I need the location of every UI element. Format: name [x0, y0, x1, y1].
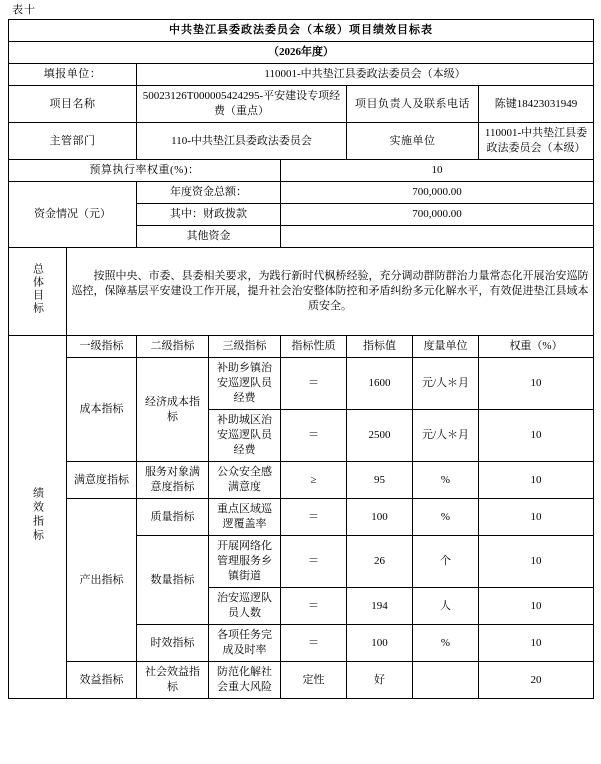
overall-goal-text: 按照中央、市委、县委相关要求，为践行新时代枫桥经验，充分调动群防群治力量常态化开展治安巡防巡控，保障基层平安建设工作开展，提升社会治安整体防控和矛盾纠纷多元化解水平，有效促进垫江县域本质安全。	[67, 248, 594, 336]
page-subtitle: （2026年度）	[9, 42, 594, 64]
funds-total-value: 700,000.00	[281, 182, 594, 204]
table-row	[9, 499, 594, 536]
project-name-value: 50023126T000005424295-平安建设专项经费（重点）	[137, 86, 347, 123]
indicator-nature: ＝	[281, 410, 347, 462]
column-header-level1: 一级指标	[67, 336, 137, 358]
indicator-level2: 服务对象满意度指标	[137, 462, 209, 499]
column-header-weight: 权重（%）	[479, 336, 594, 358]
project-name-row	[9, 86, 594, 123]
indicator-unit	[413, 662, 479, 699]
indicator-level2: 社会效益指标	[137, 662, 209, 699]
column-header-nature: 指标性质	[281, 336, 347, 358]
indicator-header-row	[9, 336, 594, 358]
budget-weight-label: 预算执行率权重(%)：	[9, 160, 281, 182]
indicator-level3: 补助城区治安巡逻队员经费	[209, 410, 281, 462]
indicator-level3: 重点区域巡逻覆盖率	[209, 499, 281, 536]
subtitle-row	[9, 42, 594, 64]
indicator-value: 2500	[347, 410, 413, 462]
indicator-value: 100	[347, 499, 413, 536]
funds-other-value	[281, 226, 594, 248]
funds-section-label-text: 资金情况（元）	[34, 208, 111, 220]
indicator-weight: 20	[479, 662, 594, 699]
indicator-unit: %	[413, 499, 479, 536]
indicator-nature: 定性	[281, 662, 347, 699]
project-owner-value: 陈键18423031949	[479, 86, 594, 123]
implementation-unit-value: 110001-中共垫江县委政法委员会（本级）	[479, 123, 594, 160]
department-row	[9, 123, 594, 160]
funds-section-label	[9, 182, 137, 248]
funds-total-label: 年度资金总额：	[137, 182, 281, 204]
fill-unit-label: 填报单位：	[9, 64, 137, 86]
table-row	[9, 462, 594, 499]
table-row	[9, 662, 594, 699]
indicator-weight: 10	[479, 625, 594, 662]
indicator-weight: 10	[479, 358, 594, 410]
indicator-level1: 成本指标	[67, 358, 137, 462]
indicator-unit: %	[413, 462, 479, 499]
column-header-level3: 三级指标	[209, 336, 281, 358]
column-header-level2: 二级指标	[137, 336, 209, 358]
indicator-level2: 经济成本指标	[137, 358, 209, 462]
funds-appropriation-label: 其中：财政拨款	[137, 204, 281, 226]
indicator-level3: 治安巡逻队员人数	[209, 588, 281, 625]
indicator-value: 26	[347, 536, 413, 588]
indicator-level3: 补助乡镇治安巡逻队员经费	[209, 358, 281, 410]
indicator-level2: 质量指标	[137, 499, 209, 536]
column-header-unit: 度量单位	[413, 336, 479, 358]
performance-indicator-label-text: 绩效指标	[31, 486, 44, 543]
indicator-unit: 个	[413, 536, 479, 588]
overall-goal-label	[9, 248, 67, 336]
indicator-nature: ≥	[281, 462, 347, 499]
indicator-nature: ＝	[281, 588, 347, 625]
department-value: 110-中共垫江县委政法委员会	[137, 123, 347, 160]
indicator-level1: 产出指标	[67, 499, 137, 662]
indicator-weight: 10	[479, 462, 594, 499]
page-title: 中共垫江县委政法委员会（本级）项目绩效目标表	[9, 20, 594, 42]
indicator-level3: 公众安全感满意度	[209, 462, 281, 499]
department-label: 主管部门	[9, 123, 137, 160]
indicator-value: 194	[347, 588, 413, 625]
budget-weight-value: 10	[281, 160, 594, 182]
indicator-unit: %	[413, 625, 479, 662]
indicator-nature: ＝	[281, 536, 347, 588]
indicator-weight: 10	[479, 536, 594, 588]
indicator-weight: 10	[479, 588, 594, 625]
indicator-nature: ＝	[281, 625, 347, 662]
indicator-value: 100	[347, 625, 413, 662]
performance-target-table	[8, 19, 594, 699]
indicator-value: 95	[347, 462, 413, 499]
indicator-level2: 数量指标	[137, 536, 209, 625]
indicator-nature: ＝	[281, 499, 347, 536]
overall-goal-row	[9, 248, 594, 336]
title-row	[9, 20, 594, 42]
indicator-level1: 满意度指标	[67, 462, 137, 499]
performance-indicator-label	[9, 336, 67, 699]
indicator-unit: 元/人＊月	[413, 358, 479, 410]
fill-unit-row	[9, 64, 594, 86]
implementation-unit-label: 实施单位	[347, 123, 479, 160]
indicator-value: 1600	[347, 358, 413, 410]
indicator-level1: 效益指标	[67, 662, 137, 699]
funds-appropriation-value: 700,000.00	[281, 204, 594, 226]
table-row	[9, 358, 594, 410]
funds-row-total	[9, 182, 594, 204]
indicator-level3: 防范化解社会重大风险	[209, 662, 281, 699]
indicator-unit: 人	[413, 588, 479, 625]
funds-other-label: 其他资金	[137, 226, 281, 248]
indicator-nature: ＝	[281, 358, 347, 410]
indicator-weight: 10	[479, 499, 594, 536]
project-owner-label: 项目负责人及联系电话	[347, 86, 479, 123]
project-name-label: 项目名称	[9, 86, 137, 123]
indicator-value: 好	[347, 662, 413, 699]
indicator-level2: 时效指标	[137, 625, 209, 662]
indicator-weight: 10	[479, 410, 594, 462]
indicator-level3: 开展网络化管理服务乡镇街道	[209, 536, 281, 588]
indicator-level3: 各项任务完成及时率	[209, 625, 281, 662]
column-header-value: 指标值	[347, 336, 413, 358]
corner-label: 表十	[12, 4, 36, 16]
indicator-unit: 元/人＊月	[413, 410, 479, 462]
overall-goal-label-text: 总体目标	[31, 263, 44, 315]
budget-weight-row	[9, 160, 594, 182]
fill-unit-value: 110001-中共垫江县委政法委员会（本级）	[137, 64, 594, 86]
